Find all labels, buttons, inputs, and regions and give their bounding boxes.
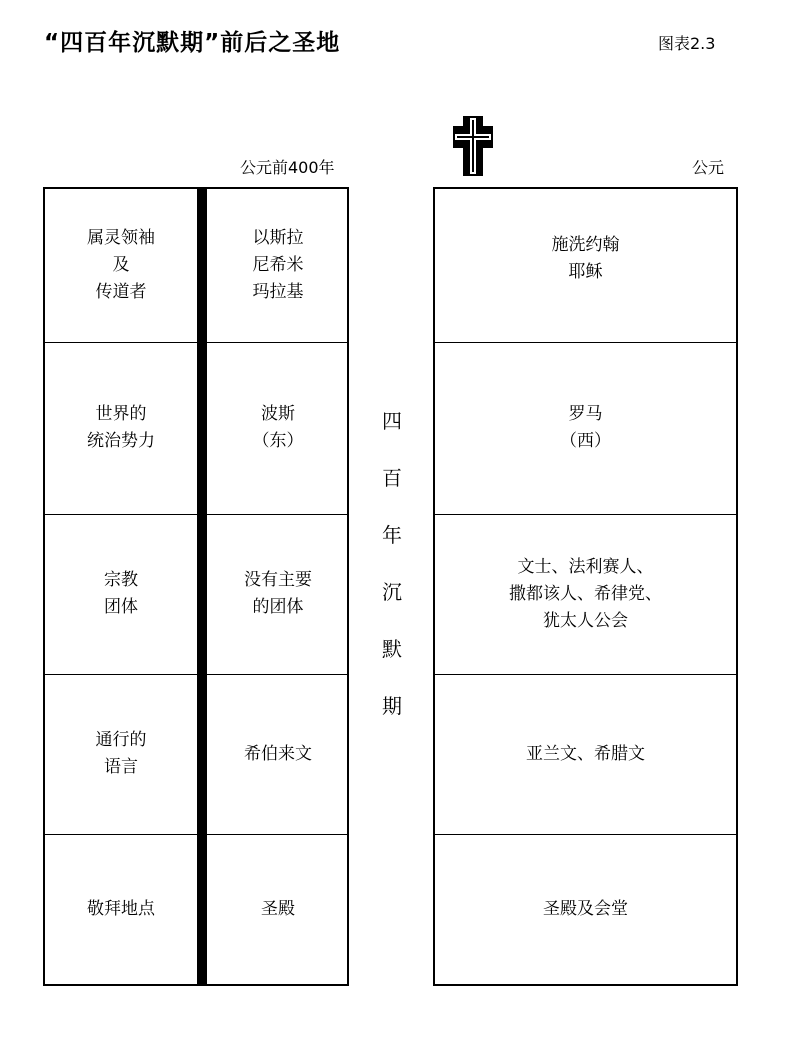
- category-label-language: 通行的 语言: [95, 730, 147, 777]
- after-cell-worship: 圣殿及会堂: [543, 898, 628, 919]
- silence-char: 百: [382, 466, 402, 490]
- after-cell-power: 罗马 （西）: [560, 404, 611, 451]
- silence-char: 四: [382, 409, 402, 433]
- before-period-table: [43, 187, 349, 986]
- before-cell-religion: 没有主要 的团体: [244, 570, 312, 617]
- after-cell-religion: 文士、法利赛人、 撒都该人、希律党、 犹太人公会: [509, 556, 662, 631]
- category-label-worship: 敬拜地点: [87, 898, 155, 919]
- timeline-divider: [197, 187, 207, 986]
- silence-period-label: [372, 405, 412, 747]
- silence-char: 期: [382, 694, 402, 718]
- silence-char: 默: [382, 637, 402, 661]
- era-label-after: 公元: [692, 158, 725, 177]
- category-label-religion: 宗教 团体: [104, 570, 138, 617]
- before-cell-leaders: 以斯拉 尼希米 玛拉基: [252, 228, 304, 302]
- after-cell-language: 亚兰文、希腊文: [526, 743, 645, 764]
- category-label-power: 世界的 统治势力: [87, 404, 155, 451]
- after-period-table: [433, 187, 738, 986]
- era-label-before: 公元前400年: [240, 158, 335, 177]
- category-label-leaders: 属灵领袖 及 传道者: [87, 228, 155, 302]
- after-cell-leaders: 施洗约翰 耶稣: [551, 235, 620, 282]
- cross-icon: [453, 116, 493, 176]
- before-cell-language: 希伯来文: [244, 743, 312, 764]
- silence-char: 沉: [382, 580, 402, 604]
- page-title: “四百年沉默期”前后之圣地: [44, 30, 341, 56]
- figure-label: 图表2.3: [658, 34, 716, 53]
- silence-char: 年: [382, 523, 402, 547]
- before-cell-power: 波斯 （东）: [252, 404, 304, 451]
- before-cell-worship: 圣殿: [261, 898, 295, 919]
